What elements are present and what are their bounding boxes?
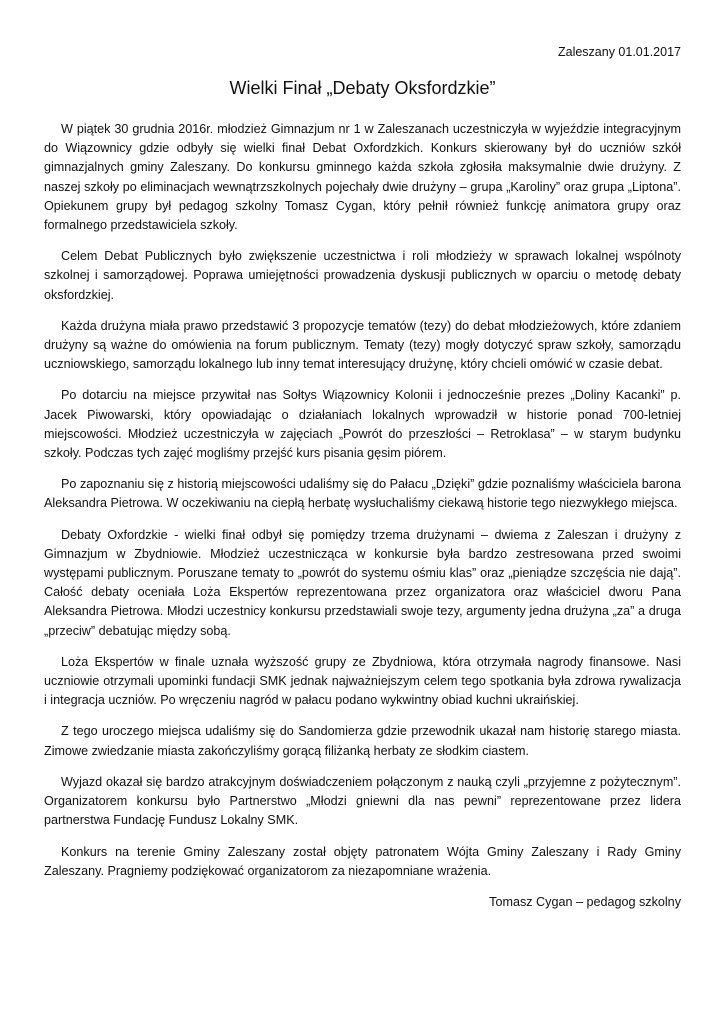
paragraph-7: Loża Ekspertów w finale uznała wyższość grupy ze Zbydniowa, która otrzymała nagrody finansowe. Nasi uczniowie otrzymali upominki fundacji SMK jednak najważniejszym celem tego spotkania była zdrowa rywalizacja i integracja uczniów. Po wręczeniu nagród w pałacu podano wykwintny obiad kuchni ukraińskiej.: [44, 654, 681, 708]
document-title: Wielki Finał „Debaty Oksfordzkie”: [229, 78, 496, 98]
paragraph-9: Wyjazd okazał się bardzo atrakcyjnym doświadczeniem połączonym z nauką czyli „przyjemne z pożytecznym”. Organizatorem konkursu było Partnerstwo „Młodzi gniewni dla nas pewni” reprezentowane przez lidera partnerstwa Fundację Fundusz Lokalny SMK.: [44, 774, 681, 828]
document-page: [44, 44, 681, 912]
paragraph-2: Celem Debat Publicznych było zwiększenie uczestnictwa i roli młodzieży w sprawach lokalnej wspólnoty szkolnej i samorządowej. Poprawa umiejętności prowadzenia dyskusji publicznych w oparciu o metodę debaty oksfordzkiej.: [44, 249, 681, 302]
date-place: Zaleszany 01.01.2017: [557, 45, 681, 59]
paragraph-3: Każda drużyna miała prawo przedstawić 3 propozycje tematów (tezy) do debat młodzieżowych, które zdaniem drużyny są ważne do omówienia na forum publicznym. Tematy (tezy) mogły dotyczyć spraw szkoły, samorządu uczniowskiego, samorządu lokalnego lub inny temat interesujący drużynę, który chcieli omówić w czasie debat.: [44, 318, 681, 372]
paragraph-5: Po zapoznaniu się z historią miejscowości udaliśmy się do Pałacu „Dzięki” gdzie poznaliśmy właściciela barona Aleksandra Pietrowa. W oczekiwaniu na ciepłą herbatę wysłuchaliśmy ciekawą historie tego niezwykłego miejsca.: [44, 477, 681, 511]
paragraph-4: Po dotarciu na miejsce przywitał nas Sołtys Wiązownicy Kolonii i jednocześnie prezes „Doliny Kacanki” p. Jacek Piwowarski, który opowiadając o działaniach lokalnych wprowadził w historie ponad 700-letniej miejscowości. Młodzież uczestniczyła w zajęciach „Powrót do przeszłości – Retroklasa” – w starym budynku szkoły. Podczas tych zajęć mogliśmy przejść kurs pisania gęsim piórem.: [44, 388, 681, 461]
signature: Tomasz Cygan – pedagog szkolny: [489, 894, 681, 909]
paragraph-10: Konkurs na terenie Gminy Zaleszany został objęty patronatem Wójta Gminy Zaleszany i Rady Gminy Zaleszany. Pragniemy podziękować organizatorom za niezapomniane wrażenia.: [44, 844, 681, 878]
paragraph-8: Z tego uroczego miejsca udaliśmy się do Sandomierza gdzie przewodnik ukazał nam historię starego miasta. Zimowe zwiedzanie miasta zakończyliśmy gorącą filiżanką herbaty ze słodkim ciastem.: [44, 724, 681, 758]
paragraph-1: W piątek 30 grudnia 2016r. młodzież Gimnazjum nr 1 w Zaleszanach uczestniczyła w wyjeździe integracyjnym do Wiązownicy gdzie odbyły się wielki finał Debat Oxfordzkich. Konkurs skierowany był do uczniów szkół gimnazjalnych gminy Zaleszany. Do konkursu gminnego każda szkoła zgłosiła maksymalnie dwie drużyny. Z naszej szkoły po eliminacjach wewnątrzszkolnych pojechały dwie drużyny – grupa „Karoliny” oraz grupa „Liptona”. Opiekunem grupy był pedagog szkolny Tomasz Cygan, który pełnił również funkcję animatora grupy oraz formalnego przedstawiciela szkoły.: [44, 122, 681, 233]
paragraph-6: Debaty Oxfordzkie - wielki finał odbył się pomiędzy trzema drużynami – dwiema z Zaleszan i drużyny z Gimnazjum w Zbydniowie. Młodzież uczestnicząca w konkursie była bardzo zestresowana przed swoimi występami publicznym. Poruszane tematy to „powrót do systemu ośmiu klas” oraz „pieniądze szczęścia nie dają”. Całość debaty oceniała Loża Ekspertów reprezentowana przez organizatora oraz właściciel dworu Pana Aleksandra Pietrowa. Młodzi uczestnicy konkursu przedstawiali swoje tezy, argumenty jedna drużyna „za” a druga „przeciw” debatując między sobą.: [44, 527, 681, 638]
